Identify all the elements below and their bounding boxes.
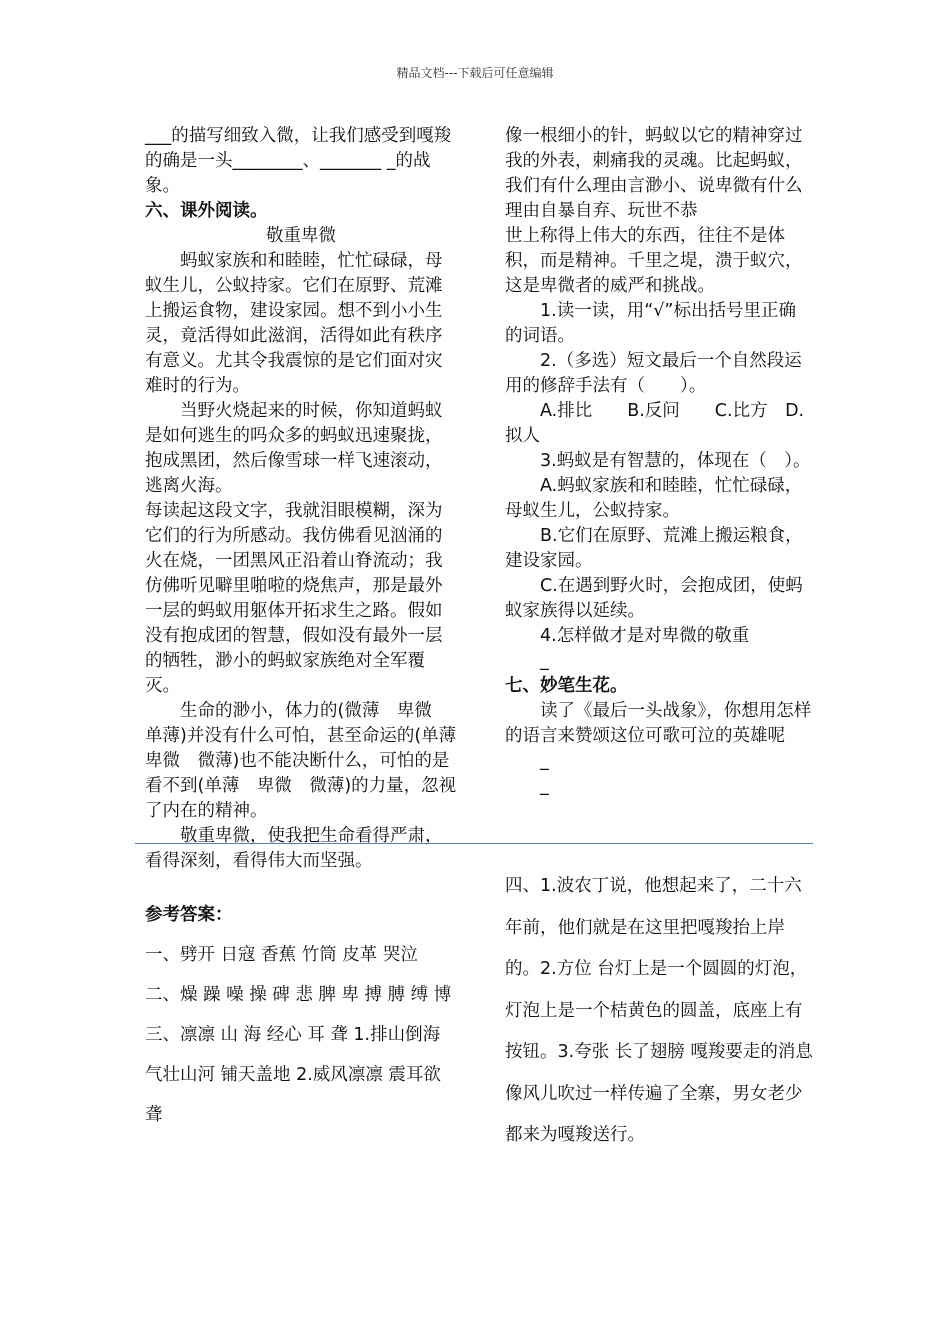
question: 读了《最后一头战象》，你想用怎样的语言来赞颂这位可歌可泣的英雄呢	[505, 701, 812, 746]
paragraph: 像一根细小的针，蚂蚁以它的精神穿过我的外表，刺痛我的灵魂。比起蚂蚁，我们有什么理由言渺小、说卑微有什么理由自暴自弃、玩世不恭	[505, 126, 803, 221]
answers-left	[145, 895, 457, 1135]
paragraph: 每读起这段文字，我就泪眼模糊，深为它们的行为所感动。我仿佛看见汹涌的火在烧，一团黑风正沿着山脊流动；我仿佛听见噼里啪啦的烧焦声，那是最外一层的蚂蚁用躯体开拓求生之路。假如没有抱成团的智慧，假如没有最外一层的牺牲，渺小的蚂蚁家族绝对全军覆灭。	[145, 501, 443, 696]
answer-blank: _	[540, 776, 549, 796]
answers-title: 参考答案：	[145, 905, 233, 925]
answer-item: 三、凛凛 山 海 经心 耳 聋 1.排山倒海 气壮山河 铺天盖地 2.威风凛凛 震耳欲聋	[145, 1025, 441, 1125]
paragraph: 蚂蚁家族和和睦睦，忙忙碌碌，母蚁生儿，公蚁持家。它们在原野、荒滩上搬运食物，建设家园。想不到小小生灵，竟活得如此滋润，活得如此有秩序有意义。尤其令我震惊的是它们面对灾难时的行为。	[145, 251, 443, 396]
answers-right	[505, 866, 813, 1157]
question-option: B.它们在原野、荒滩上搬运粮食，建设家园。	[505, 526, 803, 571]
question: 4.怎样做才是对卑微的敬重	[540, 626, 750, 646]
left-column-reading	[145, 124, 474, 874]
answer-item: 一、劈开 日寇 香蕉 竹筒 皮革 哭泣	[145, 945, 418, 965]
question: 2.（多选）短文最后一个自然段运用的修辞手法有（ ）。	[505, 351, 802, 396]
article-title: 敬重卑微	[266, 226, 336, 246]
question-option: A.蚂蚁家族和和睦睦，忙忙碌碌，母蚁生儿，公蚁持家。	[505, 476, 803, 521]
paragraph: 当野火烧起来的时候，你知道蚂蚁是如何逃生的吗众多的蚂蚁迅速聚拢，抱成黑团，然后像雪球一样飞速滚动，逃离火海。	[145, 401, 443, 496]
paragraph: 生命的渺小，体力的(微薄 卑微 单薄)并没有什么可怕，甚至命运的(单薄 卑微 微薄)也不能决断什么，可怕的是看不到(单薄 卑微 微薄)的力量，忽视了内在的精神。	[145, 701, 474, 821]
paragraph: ___的描写细致入微，让我们感受到嘎羧的确是一头________、_______ _的战象。	[145, 126, 452, 196]
question-option: C.在遇到野火时，会抱成团，使蚂蚁家族得以延续。	[505, 576, 803, 621]
paragraph: 敬重卑微，使我把生命看得严肃，看得深刻，看得伟大而坚强。	[145, 826, 443, 871]
question-options: A.排比 B.反问 C.比方 D.拟人	[505, 401, 805, 446]
divider-line	[135, 843, 813, 844]
answer-item: 二、燥 躁 噪 操 碑 悲 脾 卑 搏 膊 缚 博	[145, 985, 452, 1005]
answer-blank: _	[540, 751, 549, 771]
right-column-questions	[505, 124, 813, 799]
section-heading-seven: 七、妙笔生花。	[505, 676, 628, 696]
question: 3.蚂蚁是有智慧的，体现在（ ）。	[540, 451, 811, 471]
paragraph: 世上称得上伟大的东西，往往不是体积，而是精神。千里之堤，溃于蚁穴，这是卑微者的威严和挑战。	[505, 226, 803, 296]
answer-item: 四、1.波农丁说，他想起来了，二十六年前，他们就是在这里把嘎羧抬上岸的。2.方位 台灯上是一个圆圆的灯泡，灯泡上是一个桔黄色的圆盖，底座上有按钮。3.夸张 长了翅膀 嘎羧要走的消息像风儿吹过一样传遍了全寨，男女老少都来为嘎羧送行。	[505, 876, 813, 1145]
answer-blank: _	[540, 651, 549, 671]
question: 1.读一读，用“√”标出括号里正确的词语。	[505, 301, 796, 346]
section-heading-six: 六、课外阅读。	[145, 201, 268, 221]
page-header: 精品文档---下载后可任意编辑	[396, 66, 554, 80]
